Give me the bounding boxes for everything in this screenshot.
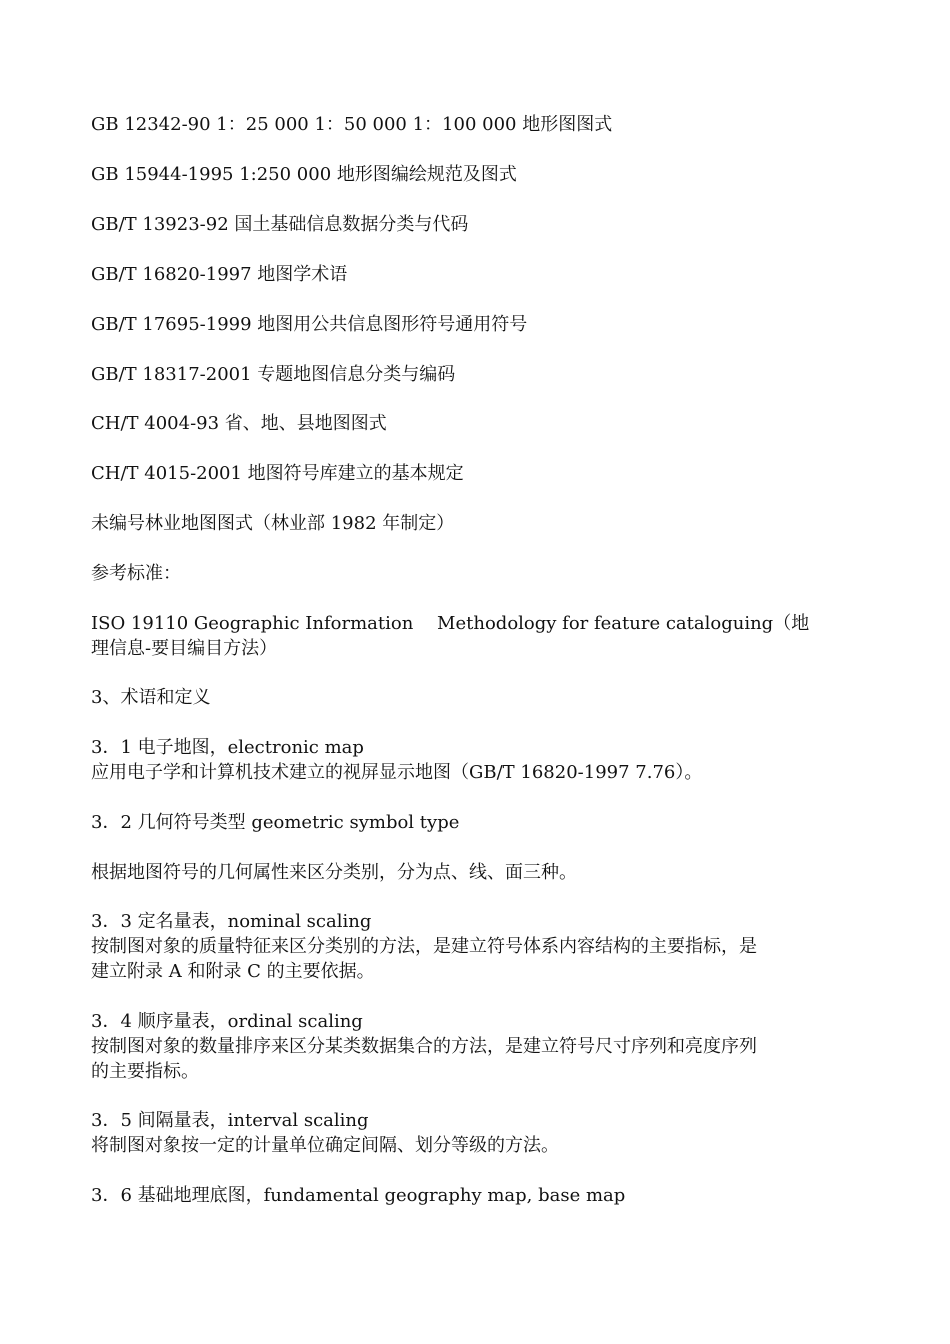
reference-iso-line1: ISO 19110 Geographic Information Methodology for feature cataloguing（地: [91, 613, 810, 634]
normative-ref-6: GB/T 18317-2001 专题地图信息分类与编码: [91, 364, 456, 385]
term-3-1-title: 3．1 电子地图，electronic map: [91, 737, 364, 758]
normative-ref-1: GB 12342-90 1：25 000 1：50 000 1：100 000 地形图图式: [91, 114, 613, 135]
reference-heading: 参考标准：: [91, 563, 181, 584]
normative-ref-3: GB/T 13923-92 国土基础信息数据分类与代码: [91, 214, 469, 235]
term-3-6-title: 3．6 基础地理底图，fundamental geography map, base map: [91, 1185, 626, 1206]
term-3-3-title: 3．3 定名量表，nominal scaling: [91, 911, 372, 932]
term-3-4-definition-line1: 按制图对象的数量排序来区分某类数据集合的方法，是建立符号尺寸序列和亮度序列: [91, 1036, 757, 1057]
term-3-3-definition-line1: 按制图对象的质量特征来区分类别的方法，是建立符号体系内容结构的主要指标，是: [91, 936, 757, 957]
normative-ref-8: CH/T 4015-2001 地图符号库建立的基本规定: [91, 463, 464, 484]
term-3-1-definition: 应用电子学和计算机技术建立的视屏显示地图（GB/T 16820-1997 7.76）。: [91, 762, 703, 783]
normative-ref-7: CH/T 4004-93 省、地、县地图图式: [91, 413, 387, 434]
term-3-5-title: 3．5 间隔量表，interval scaling: [91, 1110, 369, 1131]
term-3-2-definition: 根据地图符号的几何属性来区分类别，分为点、线、面三种。: [91, 862, 577, 883]
term-3-3-definition-line2: 建立附录 A 和附录 C 的主要依据。: [91, 961, 375, 982]
normative-ref-4: GB/T 16820-1997 地图学术语: [91, 264, 348, 285]
reference-iso-line2: 理信息-要目编目方法）: [91, 638, 278, 659]
term-3-4-definition-line2: 的主要指标。: [91, 1061, 199, 1082]
section-3-title: 3、术语和定义: [91, 687, 211, 708]
normative-ref-5: GB/T 17695-1999 地图用公共信息图形符号通用符号: [91, 314, 528, 335]
term-3-4-title: 3．4 顺序量表，ordinal scaling: [91, 1011, 363, 1032]
normative-ref-9: 未编号林业地图图式（林业部 1982 年制定）: [91, 513, 455, 534]
term-3-2-title: 3．2 几何符号类型 geometric symbol type: [91, 812, 460, 833]
term-3-5-definition: 将制图对象按一定的计量单位确定间隔、划分等级的方法。: [91, 1135, 559, 1156]
normative-ref-2: GB 15944-1995 1:250 000 地形图编绘规范及图式: [91, 164, 517, 185]
